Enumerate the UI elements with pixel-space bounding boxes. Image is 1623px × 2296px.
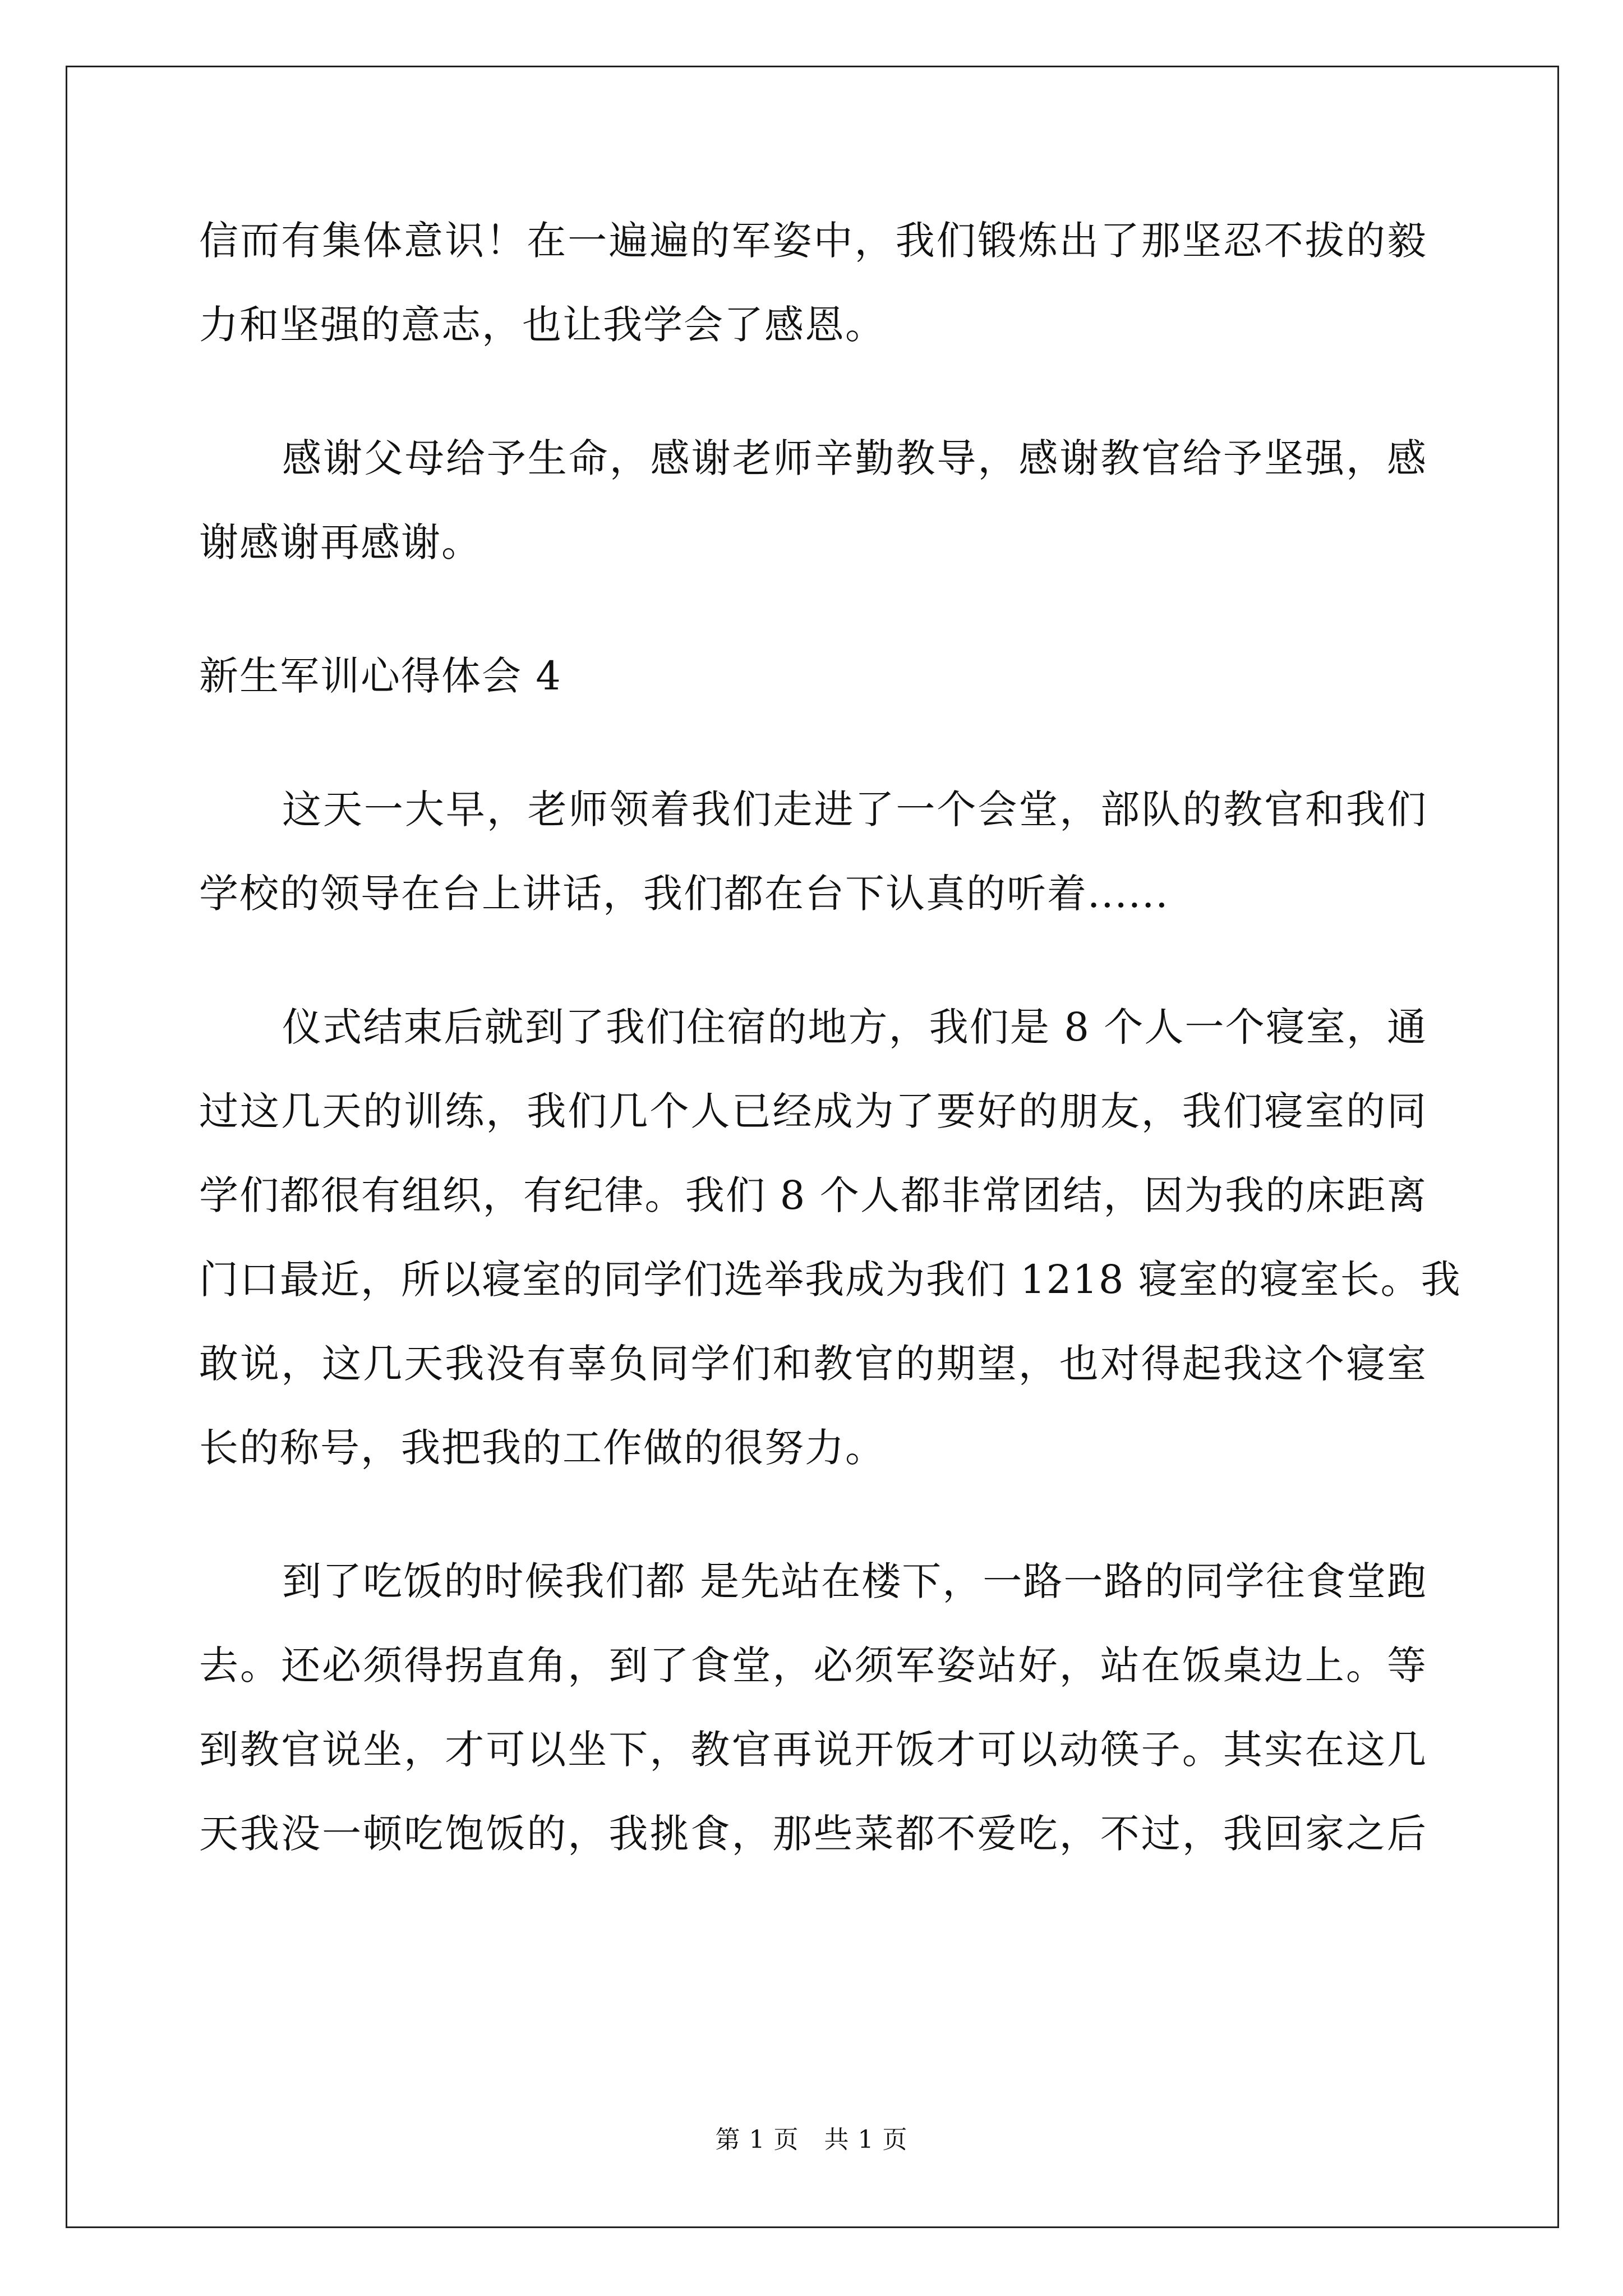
paragraph-first-line: 这天一大早，老师领着我们走进了一个会堂，部队的教官和我们	[282, 786, 1427, 832]
text-line: 到教官说坐，才可以坐下，教官再说开饭才可以动筷子。其实在这几	[199, 1727, 1427, 1773]
page-number-footer: 第 1 页 共 1 页	[715, 2125, 908, 2154]
text-line: 谢感谢再感谢。	[199, 519, 482, 565]
text-line: 敢说，这几天我没有辜负同学们和教官的期望，也对得起我这个寝室	[199, 1341, 1427, 1387]
text-line: 信而有集体意识！在一遍遍的军姿中，我们锻炼出了那坚忍不拔的毅	[199, 218, 1427, 264]
text-line: 长的称号，我把我的工作做的很努力。	[199, 1425, 886, 1471]
paragraph-first-line: 仪式结束后就到了我们住宿的地方，我们是 8 个人一个寝室，通	[282, 1004, 1427, 1050]
text-line: 学们都很有组织，有纪律。我们 8 个人都非常团结，因为我的床距离	[199, 1172, 1427, 1218]
text-line: 学校的领导在台上讲话，我们都在台下认真的听着......	[199, 871, 1169, 917]
paragraph-first-line: 到了吃饭的时候我们都 是先站在楼下，一路一路的同学往食堂跑	[282, 1558, 1427, 1604]
text-line: 去。还必须得拐直角，到了食堂，必须军姿站好，站在饭桌边上。等	[199, 1642, 1427, 1688]
text-line: 天我没一顿吃饱饭的，我挑食，那些菜都不爱吃，不过，我回家之后	[199, 1811, 1427, 1857]
text-line: 门口最近，所以寝室的同学们选举我成为我们 1218 寝室的寝室长。我	[199, 1257, 1461, 1303]
page-border	[66, 66, 1559, 2228]
text-line: 力和坚强的意志，也让我学会了感恩。	[199, 302, 886, 348]
paragraph-first-line: 感谢父母给予生命，感谢老师辛勤教导，感谢教官给予坚强，感	[282, 435, 1427, 481]
text-line: 过这几天的训练，我们几个人已经成为了要好的朋友，我们寝室的同	[199, 1088, 1427, 1134]
section-heading: 新生军训心得体会 4	[199, 653, 562, 699]
